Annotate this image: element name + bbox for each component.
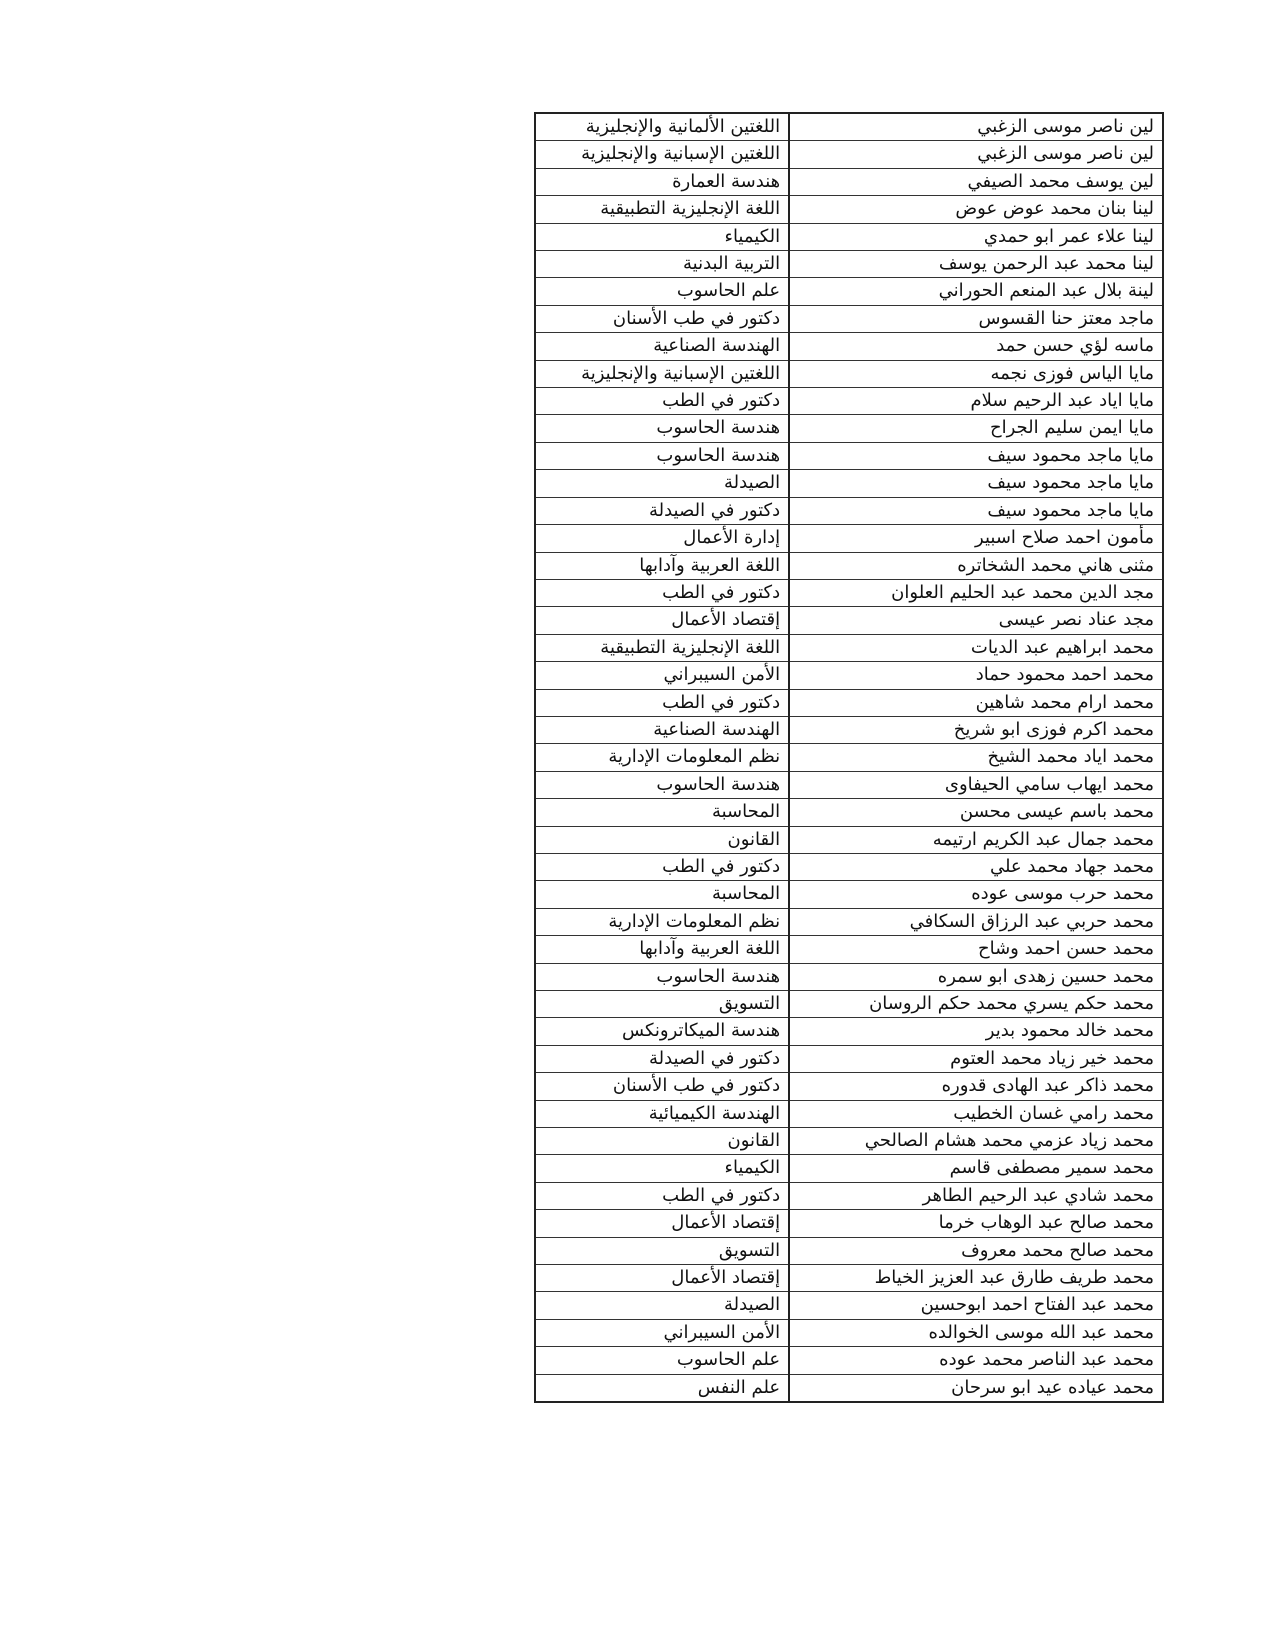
student-name-cell: محمد حربي عبد الرزاق السكافي [789, 908, 1163, 935]
student-name-cell: محمد جهاد محمد علي [789, 853, 1163, 880]
student-name-cell: مايا الياس فوزى نجمه [789, 360, 1163, 387]
student-name-cell: محمد شادي عبد الرحيم الطاهر [789, 1182, 1163, 1209]
major-cell: إدارة الأعمال [535, 525, 789, 552]
table-body [535, 113, 1163, 1402]
student-name-cell: مايا ماجد محمود سيف [789, 442, 1163, 469]
student-name-cell: محمد حكم يسري محمد حكم الروسان [789, 991, 1163, 1018]
table-row [535, 662, 1163, 689]
major-cell: التسويق [535, 1237, 789, 1264]
major-cell: الكيمياء [535, 1155, 789, 1182]
table-row [535, 388, 1163, 415]
student-name-cell: لين يوسف محمد الصيفي [789, 168, 1163, 195]
student-name-cell: محمد اياد محمد الشيخ [789, 744, 1163, 771]
major-cell: دكتور في الصيدلة [535, 497, 789, 524]
table-row [535, 196, 1163, 223]
major-cell: علم الحاسوب [535, 278, 789, 305]
table-row [535, 799, 1163, 826]
student-name-cell: مأمون احمد صلاح اسبير [789, 525, 1163, 552]
table-row [535, 826, 1163, 853]
table-row [535, 470, 1163, 497]
table-row [535, 853, 1163, 880]
student-name-cell: محمد باسم عيسى محسن [789, 799, 1163, 826]
major-cell: القانون [535, 826, 789, 853]
student-name-cell: مايا ماجد محمود سيف [789, 470, 1163, 497]
major-cell: الهندسة الصناعية [535, 716, 789, 743]
student-name-cell: محمد حسين زهدى ابو سمره [789, 963, 1163, 990]
student-name-cell: محمد عبد الفتاح احمد ابوحسين [789, 1292, 1163, 1319]
major-cell: الصيدلة [535, 470, 789, 497]
student-name-cell: محمد اكرم فوزى ابو شريخ [789, 716, 1163, 743]
table-row [535, 607, 1163, 634]
table-row [535, 771, 1163, 798]
major-cell: الهندسة الصناعية [535, 333, 789, 360]
major-cell: نظم المعلومات الإدارية [535, 908, 789, 935]
table-row [535, 1128, 1163, 1155]
student-name-cell: ماسه لؤي حسن حمد [789, 333, 1163, 360]
student-name-cell: مثنى هاني محمد الشخاتره [789, 552, 1163, 579]
table-row [535, 525, 1163, 552]
student-name-cell: محمد حسن احمد وشاح [789, 936, 1163, 963]
table-row [535, 963, 1163, 990]
student-major-table [534, 112, 1164, 1403]
major-cell: دكتور في طب الأسنان [535, 305, 789, 332]
student-name-cell: مجد الدين محمد عبد الحليم العلوان [789, 579, 1163, 606]
table-row [535, 1182, 1163, 1209]
table-row [535, 141, 1163, 168]
table-row [535, 278, 1163, 305]
student-name-cell: محمد صالح محمد معروف [789, 1237, 1163, 1264]
student-name-cell: مجد عناد نصر عيسى [789, 607, 1163, 634]
major-cell: هندسة العمارة [535, 168, 789, 195]
table-row [535, 1155, 1163, 1182]
major-cell: اللغة الإنجليزية التطبيقية [535, 634, 789, 661]
major-cell: التسويق [535, 991, 789, 1018]
table-row [535, 1018, 1163, 1045]
major-cell: هندسة الحاسوب [535, 415, 789, 442]
student-name-cell: لينا محمد عبد الرحمن يوسف [789, 251, 1163, 278]
student-name-cell: محمد زياد عزمي محمد هشام الصالحي [789, 1128, 1163, 1155]
major-cell: الكيمياء [535, 223, 789, 250]
major-cell: اللغتين الإسبانية والإنجليزية [535, 360, 789, 387]
student-name-cell: مايا اياد عبد الرحيم سلام [789, 388, 1163, 415]
major-cell: هندسة الحاسوب [535, 442, 789, 469]
table-row [535, 1319, 1163, 1346]
student-name-cell: محمد صالح عبد الوهاب خرما [789, 1210, 1163, 1237]
table-row [535, 634, 1163, 661]
major-cell: دكتور في طب الأسنان [535, 1073, 789, 1100]
table-row [535, 881, 1163, 908]
table-row [535, 689, 1163, 716]
table-row [535, 1073, 1163, 1100]
table-row [535, 1374, 1163, 1402]
table-row [535, 1265, 1163, 1292]
major-cell: المحاسبة [535, 881, 789, 908]
major-cell: المحاسبة [535, 799, 789, 826]
major-cell: اللغتين الإسبانية والإنجليزية [535, 141, 789, 168]
student-name-cell: محمد جمال عبد الكريم ارتيمه [789, 826, 1163, 853]
major-cell: الهندسة الكيميائية [535, 1100, 789, 1127]
table-row [535, 716, 1163, 743]
table-row [535, 223, 1163, 250]
student-name-cell: لينا علاء عمر ابو حمدي [789, 223, 1163, 250]
table-row [535, 251, 1163, 278]
student-name-cell: لينا بنان محمد عوض عوض [789, 196, 1163, 223]
table-row [535, 360, 1163, 387]
table-row [535, 333, 1163, 360]
student-name-cell: ماجد معتز حنا القسوس [789, 305, 1163, 332]
student-name-cell: مايا ماجد محمود سيف [789, 497, 1163, 524]
student-name-cell: محمد خالد محمود بدير [789, 1018, 1163, 1045]
table-row [535, 1347, 1163, 1374]
student-name-cell: لينة بلال عبد المنعم الحوراني [789, 278, 1163, 305]
major-cell: دكتور في الطب [535, 853, 789, 880]
major-cell: هندسة الميكاترونكس [535, 1018, 789, 1045]
student-name-cell: محمد حرب موسى عوده [789, 881, 1163, 908]
major-cell: هندسة الحاسوب [535, 963, 789, 990]
major-cell: اللغتين الألمانية والإنجليزية [535, 113, 789, 141]
table-row [535, 908, 1163, 935]
major-cell: علم النفس [535, 1374, 789, 1402]
table-row [535, 168, 1163, 195]
major-cell: دكتور في الطب [535, 579, 789, 606]
major-cell: التربية البدنية [535, 251, 789, 278]
table-row [535, 744, 1163, 771]
student-name-cell: محمد ذاكر عبد الهادى قدوره [789, 1073, 1163, 1100]
major-cell: هندسة الحاسوب [535, 771, 789, 798]
table-row [535, 442, 1163, 469]
major-cell: نظم المعلومات الإدارية [535, 744, 789, 771]
major-cell: دكتور في الطب [535, 689, 789, 716]
major-cell: اللغة العربية وآدابها [535, 552, 789, 579]
student-name-cell: محمد سمير مصطفى قاسم [789, 1155, 1163, 1182]
table-row [535, 579, 1163, 606]
student-name-cell: محمد عبد الناصر محمد عوده [789, 1347, 1163, 1374]
student-name-cell: محمد عياده عيد ابو سرحان [789, 1374, 1163, 1402]
student-name-cell: محمد عبد الله موسى الخوالده [789, 1319, 1163, 1346]
major-cell: علم الحاسوب [535, 1347, 789, 1374]
student-name-cell: مايا ايمن سليم الجراح [789, 415, 1163, 442]
major-cell: القانون [535, 1128, 789, 1155]
table-row [535, 113, 1163, 141]
student-name-cell: محمد ارام محمد شاهين [789, 689, 1163, 716]
major-cell: دكتور في الطب [535, 1182, 789, 1209]
major-cell: اللغة العربية وآدابها [535, 936, 789, 963]
major-cell: دكتور في الصيدلة [535, 1045, 789, 1072]
student-name-cell: محمد رامي غسان الخطيب [789, 1100, 1163, 1127]
student-name-cell: محمد ايهاب سامي الحيفاوى [789, 771, 1163, 798]
table-row [535, 1292, 1163, 1319]
student-name-cell: محمد خير زياد محمد العتوم [789, 1045, 1163, 1072]
table-row [535, 991, 1163, 1018]
table-row [535, 1210, 1163, 1237]
table-row [535, 305, 1163, 332]
major-cell: إقتصاد الأعمال [535, 1210, 789, 1237]
student-name-cell: محمد احمد محمود حماد [789, 662, 1163, 689]
table-row [535, 552, 1163, 579]
major-cell: إقتصاد الأعمال [535, 1265, 789, 1292]
table-row [535, 936, 1163, 963]
table-row [535, 497, 1163, 524]
major-cell: الصيدلة [535, 1292, 789, 1319]
table-row [535, 1100, 1163, 1127]
student-name-cell: محمد ابراهيم عبد الديات [789, 634, 1163, 661]
major-cell: دكتور في الطب [535, 388, 789, 415]
major-cell: إقتصاد الأعمال [535, 607, 789, 634]
student-name-cell: لين ناصر موسى الزغبي [789, 113, 1163, 141]
table-row [535, 1045, 1163, 1072]
major-cell: الأمن السيبراني [535, 662, 789, 689]
table-row [535, 1237, 1163, 1264]
student-name-cell: محمد طريف طارق عبد العزيز الخياط [789, 1265, 1163, 1292]
student-name-cell: لين ناصر موسى الزغبي [789, 141, 1163, 168]
major-cell: اللغة الإنجليزية التطبيقية [535, 196, 789, 223]
table-row [535, 415, 1163, 442]
major-cell: الأمن السيبراني [535, 1319, 789, 1346]
